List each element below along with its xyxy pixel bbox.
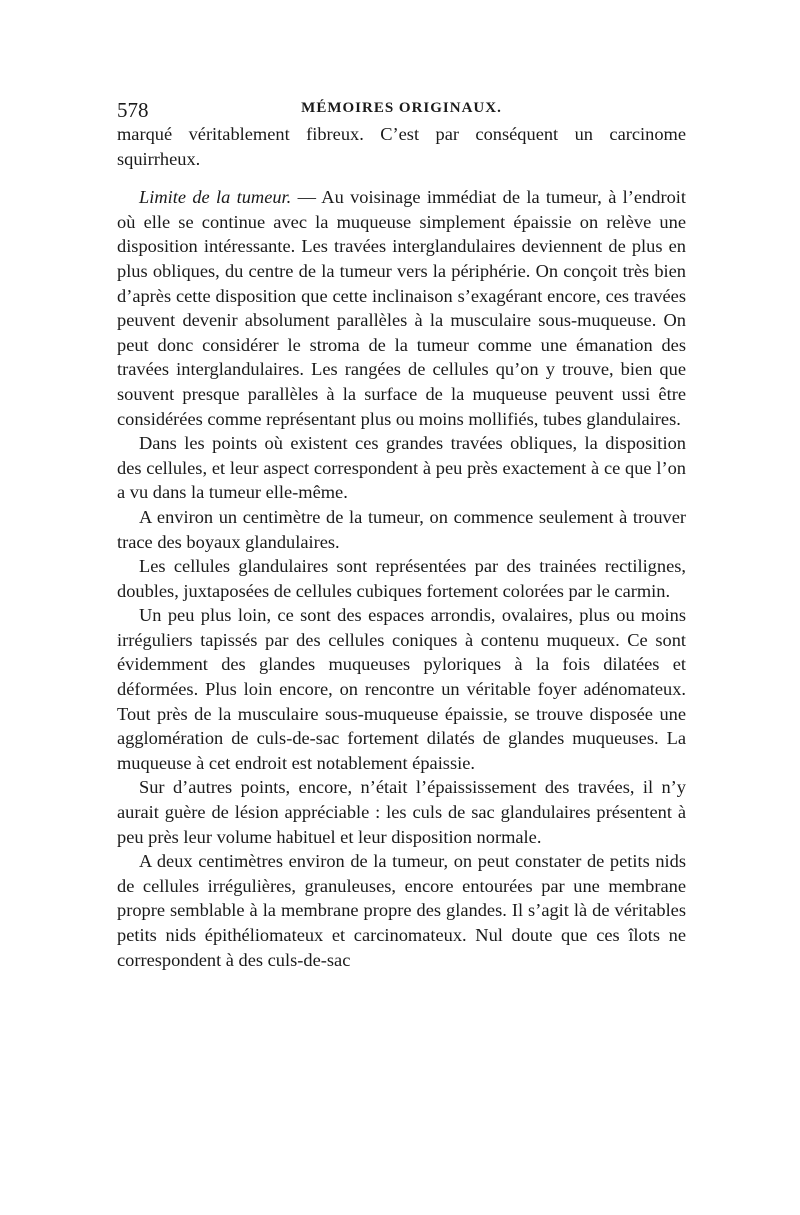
section-paragraph xyxy=(117,185,686,431)
paragraph-text: marqué véritablement fibreux. C’est par conséquent un carcinome squirrheux. xyxy=(117,124,686,169)
paragraph xyxy=(117,431,686,505)
paragraph xyxy=(117,554,686,603)
paragraph-text: — Au voisinage immédiat de la tumeur, à l’endroit où elle se continue avec la muqueuse simplement épaissie on relève une disposition intéressante. Les travées interglandulaires deviennent de plus en plus obliques, du centre de la tumeur vers la périphérie. On conçoit très bien d’après cette disposition que cette inclinaison s’exagérant encore, ces travées peuvent devenir absolument parallèles à la musculaire sous-muqueuse. On peut donc considérer le stroma de la tumeur comme une émanation des travées interglandulaires. Les rangées de cellules qu’on y trouve, bien que souvent presque parallèles à la surface de la muqueuse peuvent ussi être considérées comme représentant plus ou moins mollifiés, tubes glandulaires. xyxy=(117,187,686,429)
page-header xyxy=(117,92,686,122)
paragraph-text: Sur d’autres points, encore, n’était l’épaississement des travées, il n’y aurait guère de lésion appréciable : les culs de sac glandulaires présentent à peu près leur volume habituel et leur disposition normale. xyxy=(117,777,686,847)
page xyxy=(117,92,686,972)
paragraph-text: A deux centimètres environ de la tumeur, on peut constater de petits nids de cellules irrégulières, granuleuses, encore entourées par une membrane propre semblable à la membrane propre des glandes. Il s’agit là de véritables petits nids épithéliomateux et carcinomateux. Nul doute que ces îlots ne correspondent à des culs-de-sac xyxy=(117,851,686,970)
paragraph xyxy=(117,505,686,554)
page-number: 578 xyxy=(117,98,149,122)
paragraph xyxy=(117,122,686,171)
paragraph-text: Un peu plus loin, ce sont des espaces arrondis, ovalaires, plus ou moins irréguliers tapissés par des cellules coniques à contenu muqueux. Ce sont évidemment des glandes muqueuses pyloriques à la fois dilatées et déformées. Plus loin encore, on rencontre un véritable foyer adénomateux. Tout près de la musculaire sous-muqueuse épaissie, se trouve disposée une agglomération de culs-de-sac fortement dilatés de glandes muqueuses. La muqueuse à cet endroit est notablement épaissie. xyxy=(117,605,686,773)
paragraph-text: Les cellules glandulaires sont représentées par des trainées rectilignes, doubles, juxtaposées de cellules cubiques fortement colorées par le carmin. xyxy=(117,556,686,601)
paragraph xyxy=(117,849,686,972)
body-text xyxy=(117,122,686,972)
paragraph-text: Dans les points où existent ces grandes travées obliques, la disposition des cellules, et leur aspect correspondent à peu près exactement à ce que l’on a vu dans la tumeur elle-même. xyxy=(117,433,686,503)
paragraph-text: A environ un centimètre de la tumeur, on commence seulement à trouver trace des boyaux glandulaires. xyxy=(117,506,686,552)
paragraph xyxy=(117,775,686,849)
paragraph xyxy=(117,603,686,775)
running-title: MÉMOIRES ORIGINAUX. xyxy=(301,100,502,116)
section-title: Limite de la tumeur. xyxy=(139,187,292,208)
